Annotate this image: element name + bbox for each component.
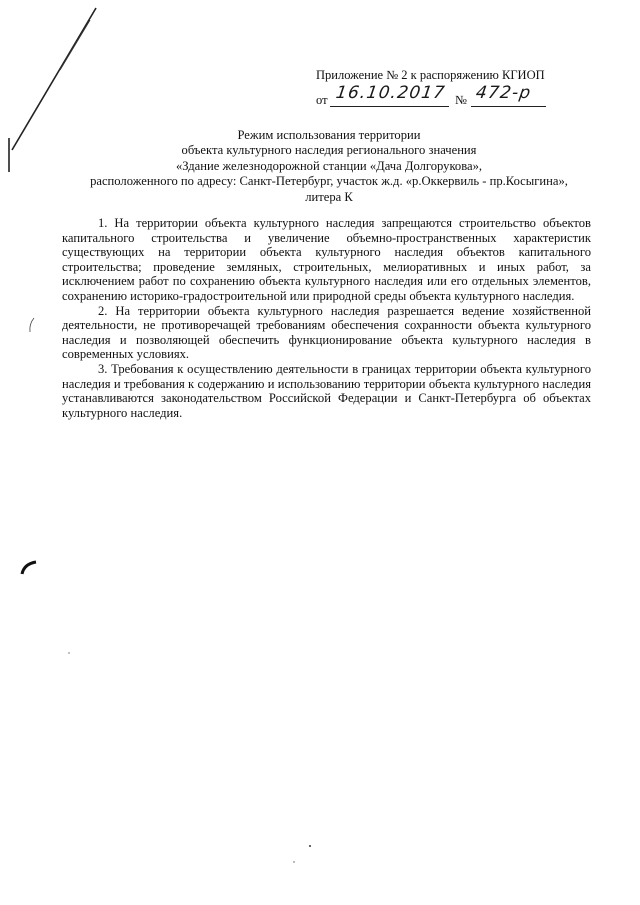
paragraph-3: 3. Требования к осуществлению деятельности в границах территории объекта культурного наследия и требования к содержанию и использованию территории объекта культурного наследия устанавливаются законодательством Российской Федерации и Санкт-Петербурга об объектах культурного наследия.: [62, 361, 591, 420]
number-underline: [471, 106, 546, 107]
title-line: объекта культурного наследия регионального значения: [181, 143, 477, 158]
appendix-title: Приложение № 2 к распоряжению КГИОП: [316, 68, 545, 82]
margin-mark: [30, 318, 34, 332]
speck: [293, 861, 294, 862]
corner-mark: [22, 562, 36, 574]
title-line: Режим использования территории: [237, 128, 421, 142]
title-line: «Здание железнодорожной станции «Дача Долгорукова»,: [175, 158, 483, 173]
paragraph-1: 1. На территории объекта культурного наследия запрещаются строительство объектов капитального строительства и увеличение объемно-пространственных характеристик существующих на территории объекта культурного наследия объектов капитального строительства; проведение земляных, строительных, мелиоративных и иных работ, за исключением работ по сохранению объекта культурного наследия или его отдельных элементов, сохранению историко-градостроительной или природной среды объекта культурного наследия.: [62, 216, 591, 303]
from-label: от: [316, 93, 328, 107]
number-label: №: [455, 93, 467, 107]
date-underline: [330, 106, 449, 107]
title-line: литера К: [305, 189, 353, 204]
appendix-reference: [316, 68, 616, 106]
title-line: расположенного по адресу: Санкт-Петербург, участок ж.д. «р.Оккервиль - пр.Косыгина»,: [90, 174, 568, 189]
speck: [309, 845, 311, 847]
speck: [68, 652, 69, 653]
document-body: [62, 216, 591, 420]
handwritten-number: 472-р: [474, 83, 533, 103]
document-title: [40, 128, 618, 205]
handwritten-date: 16.10.2017: [334, 83, 447, 103]
appendix-date-number: [316, 82, 616, 106]
paragraph-2: 2. На территории объекта культурного наследия разрешается ведение хозяйственной деятельности, не противоречащей требованиям обеспечения сохранности объекта культурного наследия и позволяющей обеспечить функционирование объекта культурного наследия в современных условиях.: [62, 303, 591, 362]
pen-stroke-diagonal-2: [60, 20, 90, 70]
